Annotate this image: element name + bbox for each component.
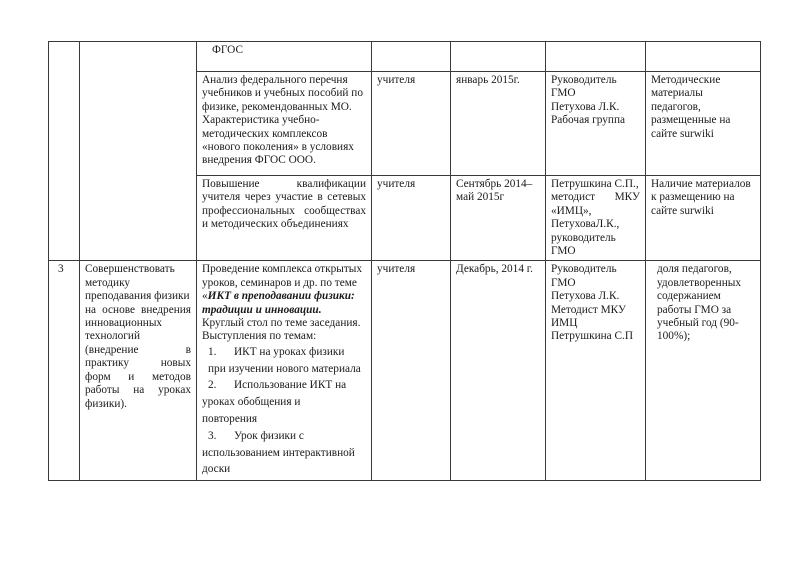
participants-cell: учителя (372, 176, 451, 261)
dates-cell: январь 2015г. (451, 72, 546, 176)
responsible-line: ГМО (551, 87, 576, 100)
responsible-line: «ИМЦ», (551, 204, 592, 217)
dates-cell: Декабрь, 2014 г. (451, 261, 546, 481)
activity-topic-line (202, 290, 366, 303)
responsible-line: Петрушкина С.П., (551, 178, 639, 190)
result-cell (646, 72, 761, 176)
activity-line: «нового поколения» в условиях (202, 141, 354, 154)
participants-cell: учителя (372, 261, 451, 481)
result-line: сайте surwiki (651, 127, 714, 140)
result-line: Методические (651, 74, 721, 86)
activity-line: уроков, семинаров и др. по теме (202, 276, 357, 289)
activity-line: Повышение квалификации (202, 178, 366, 190)
dates-cell (451, 176, 546, 261)
responsible-line: Рабочая группа (551, 114, 626, 127)
result-cell (646, 176, 761, 261)
result-line: материалы (651, 87, 703, 100)
number-cell: 3 (49, 261, 80, 481)
work-plan-table (48, 41, 761, 481)
activity-line: физике, рекомендованных МО. (202, 100, 352, 113)
result-line: удовлетворенных (657, 276, 742, 289)
responsible-cell (546, 42, 646, 72)
responsible-line: ПетуховаЛ.К., (551, 218, 620, 231)
activity-line: методических комплексов (202, 127, 328, 140)
activity-cell (197, 176, 372, 261)
goal-cell (80, 42, 197, 261)
talk-title-continued: уроках обобщения и (202, 396, 301, 409)
responsible-line: Петухова Л.К. (551, 290, 620, 303)
goal-line: работы на уроках (85, 384, 191, 397)
goal-line: методику (85, 276, 131, 289)
goal-line: инновационных (85, 317, 163, 330)
talk-title-continued: при изучении нового материала (208, 362, 361, 375)
responsible-line: Методист МКУ (551, 303, 626, 316)
result-line: сайте surwiki (651, 204, 714, 217)
dates-line: Сентябрь 2014– (456, 178, 533, 190)
number-cell (49, 42, 80, 261)
result-line: 100%); (657, 330, 691, 343)
responsible-line: Руководитель (551, 74, 617, 86)
goal-line: на основе внедрения (85, 303, 191, 316)
result-cell (646, 261, 761, 481)
responsible-line: методист МКУ (551, 191, 640, 204)
talk-title: Урок физики с (234, 429, 304, 442)
result-line: к размещению на (651, 191, 735, 204)
table-row (49, 261, 761, 481)
activity-cell (197, 72, 372, 176)
responsible-cell (546, 261, 646, 481)
goal-line: (внедрение в (85, 343, 191, 356)
quote-mark: « (202, 290, 208, 303)
goal-line: форм и методов (85, 370, 191, 383)
topic-title: ИКТ в преподавании физики: (207, 290, 355, 303)
table-row (49, 42, 761, 72)
activity-line: внедрения ФГОС ООО. (202, 154, 316, 167)
responsible-cell (546, 176, 646, 261)
activity-line: Проведение комплекса открытых (202, 263, 363, 276)
responsible-line: Петрушкина С.П (551, 330, 634, 343)
talk-title-continued: использованием интерактивной (202, 446, 355, 459)
result-line: педагогов, (651, 100, 701, 113)
activity-line: профессиональных сообществах (202, 204, 366, 217)
responsible-line: Петухова Л.К. (551, 100, 620, 113)
participants-cell (372, 42, 451, 72)
responsible-line: ИМЦ (551, 317, 578, 330)
talk-list-item (202, 344, 366, 361)
talk-list-item (202, 377, 366, 394)
responsible-cell (546, 72, 646, 176)
talk-title-continued: доски (202, 463, 231, 476)
result-line: работы ГМО за (657, 303, 732, 316)
activity-cell (197, 261, 372, 481)
activity-line: Характеристика учебно- (202, 114, 320, 127)
participants-cell: учителя (372, 72, 451, 176)
list-number: 2. (208, 379, 217, 392)
result-line: содержанием (657, 290, 721, 303)
goal-line: Совершенствовать (85, 263, 175, 276)
responsible-line: руководитель (551, 231, 616, 244)
responsible-line: Руководитель (551, 263, 617, 276)
topic-title: традиции и инновации. (202, 303, 322, 316)
list-number: 3. (208, 429, 217, 442)
activity-line: учебников и учебных пособий по (202, 87, 363, 100)
activity-line: Выступления по темам: (202, 330, 317, 343)
talk-title-continued: повторения (202, 413, 258, 426)
talk-list-item (202, 428, 366, 445)
goal-line: физики). (85, 397, 127, 410)
result-line: учебный год (90- (657, 317, 739, 330)
talk-title: ИКТ на уроках физики (234, 345, 345, 358)
activity-cell (197, 42, 372, 72)
talk-title: Использование ИКТ на (234, 379, 347, 392)
list-number: 1. (208, 345, 217, 358)
result-line: размещенные на (651, 114, 731, 127)
result-line: Наличие материалов (651, 178, 751, 190)
goal-line: технологий (85, 330, 141, 343)
result-line: доля педагогов, (657, 263, 732, 276)
activity-line: и методических объединениях (202, 218, 349, 231)
goal-line: преподавания физики (85, 290, 190, 303)
activity-line: Круглый стол по теме заседания. (202, 317, 361, 330)
responsible-line: ГМО (551, 276, 576, 289)
result-cell (646, 42, 761, 72)
activity-text: ФГОС (212, 44, 244, 56)
activity-line: учителя через участие в сетевых (202, 191, 366, 204)
goal-line: практику новых (85, 357, 191, 370)
dates-cell (451, 42, 546, 72)
goal-cell (80, 261, 197, 481)
dates-line: май 2015г (456, 191, 505, 204)
responsible-line: ГМО (551, 245, 576, 258)
activity-line: Анализ федерального перечня (202, 74, 348, 86)
